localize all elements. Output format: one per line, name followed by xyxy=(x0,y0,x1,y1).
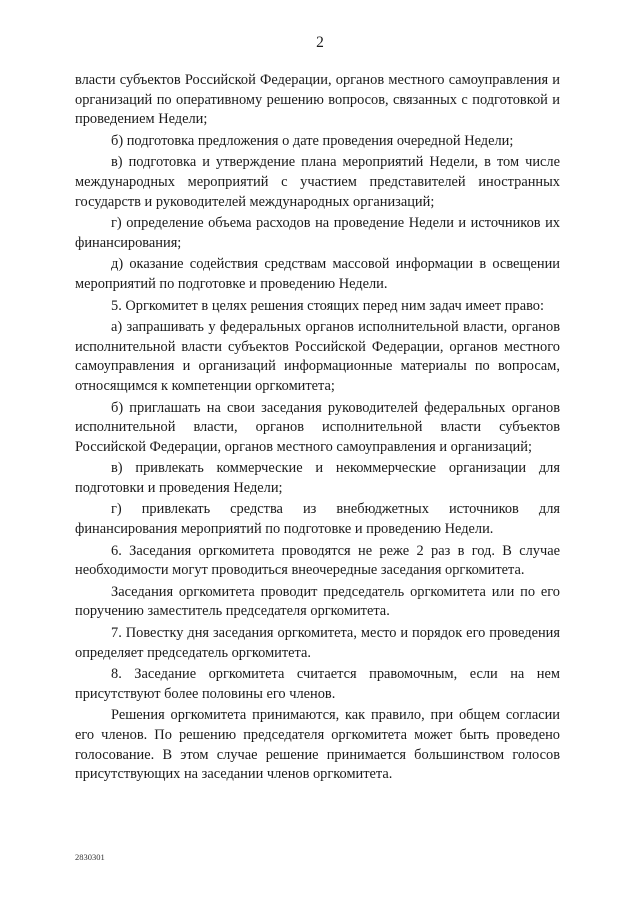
paragraph-right-v: в) привлекать коммерческие и некоммерческие организации для подготовки и проведения Недели; xyxy=(75,460,560,496)
paragraph-clause-6: 6. Заседания оргкомитета проводятся не реже 2 раз в год. В случае необходимости могут проводиться внеочередные заседания оргкомитета. xyxy=(75,542,560,579)
paragraph-clause-7: 7. Повестку дня заседания оргкомитета, место и порядок его проведения определяет председатель оргкомитета. xyxy=(75,625,560,661)
paragraph-continuation: власти субъектов Российской Федерации, органов местного самоуправления и организаций по оперативному решению вопросов, связанных с подготовкой и проведением Недели; xyxy=(75,72,560,128)
document-code: 2830301 xyxy=(75,852,105,862)
paragraph-item-d: д) оказание содействия средствам массовой информации в освещении мероприятий по подготовке и проведению Недели. xyxy=(75,256,560,292)
paragraph-right-g: г) привлекать средства из внебюджетных источников для финансирования мероприятий по подготовке и проведению Недели. xyxy=(75,501,560,538)
document-body xyxy=(75,71,560,787)
paragraph-clause-5: 5. Оргкомитет в целях решения стоящих перед ним задач имеет право: xyxy=(111,297,544,314)
paragraph-clause-8-decisions: Решения оргкомитета принимаются, как правило, при общем согласии его членов. По решению председателя оргкомитета может быть проведено голосование. В этом случае решение принимается большинством голосов присутствующих на заседании членов оргкомитета. xyxy=(75,707,560,783)
page-number: 2 xyxy=(316,34,324,51)
paragraph-item-b: б) подготовка предложения о дате проведения очередной Недели; xyxy=(111,132,514,149)
paragraph-right-a: а) запрашивать у федеральных органов исполнительной власти, органов исполнительной власти субъектов Российской Федерации, органов местного самоуправления и организаций информационные материалы по вопросам, относящимся к компетенции оргкомитета; xyxy=(75,319,560,394)
paragraph-item-g: г) определение объема расходов на проведение Недели и источников их финансирования; xyxy=(75,215,560,251)
paragraph-right-b: б) приглашать на свои заседания руководителей федеральных органов исполнительной власти, органов исполнительной власти субъектов Российской Федерации, органов местного самоуправления и организаций; xyxy=(75,399,560,455)
paragraph-clause-8: 8. Заседание оргкомитета считается правомочным, если на нем присутствуют более половины его членов. xyxy=(75,666,560,702)
paragraph-item-v: в) подготовка и утверждение плана мероприятий Недели, в том числе международных мероприятий с участием представителей иностранных государств и руководителей международных организаций; xyxy=(75,154,560,210)
paragraph-clause-6-chair: Заседания оргкомитета проводит председатель оргкомитета или по его поручению заместитель председателя оргкомитета. xyxy=(75,583,560,620)
